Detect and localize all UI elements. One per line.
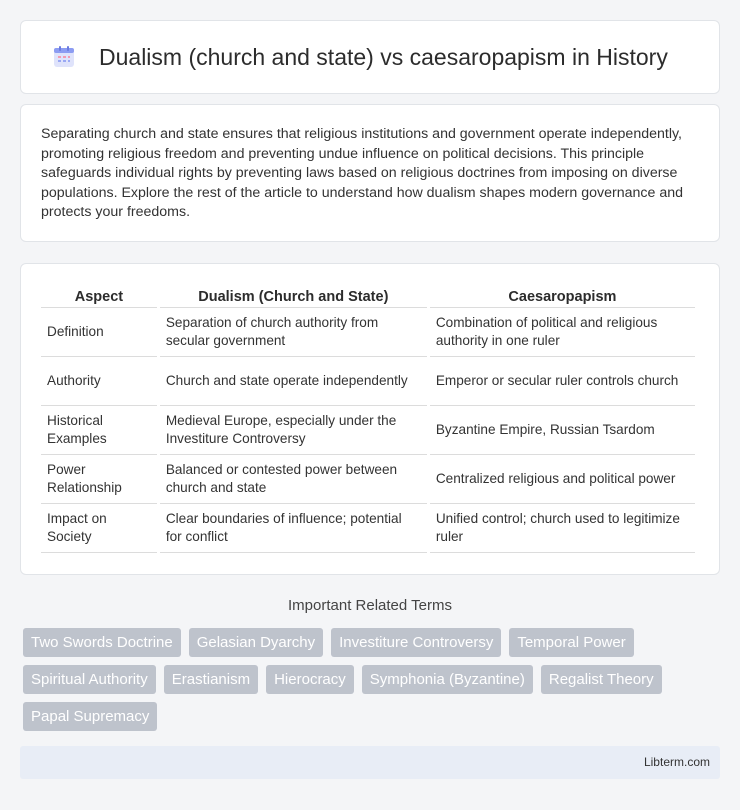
comparison-table [38,284,698,553]
table-header-row [41,284,695,308]
cell-caesaropapism: Centralized religious and political power [430,455,695,504]
related-terms-list [23,628,723,731]
cell-dualism: Church and state operate independently [160,357,427,406]
cell-caesaropapism: Unified control; church used to legitimize ruler [430,504,695,553]
intro-card [20,104,720,242]
footer [20,746,720,779]
related-term-tag[interactable]: Symphonia (Byzantine) [362,665,533,694]
related-term-tag[interactable]: Investiture Controversy [331,628,501,657]
header-dualism: Dualism (Church and State) [160,284,427,308]
comparison-table-card [20,263,720,575]
cell-aspect: Power Relationship [41,455,157,504]
calendar-icon [51,44,77,70]
table-row [41,504,695,553]
cell-caesaropapism: Combination of political and religious authority in one ruler [430,308,695,357]
table-row [41,455,695,504]
related-term-tag[interactable]: Spiritual Authority [23,665,156,694]
related-term-tag[interactable]: Temporal Power [509,628,633,657]
cell-caesaropapism: Byzantine Empire, Russian Tsardom [430,406,695,455]
related-term-tag[interactable]: Gelasian Dyarchy [189,628,323,657]
related-term-tag[interactable]: Two Swords Doctrine [23,628,181,657]
cell-caesaropapism: Emperor or secular ruler controls church [430,357,695,406]
intro-paragraph: Separating church and state ensures that religious institutions and government operate independently, promoting religious freedom and preventing undue influence on political decisions. This principle safeguards individual rights by preventing laws based on religious doctrines from imposing on diverse populations. Explore the rest of the article to understand how dualism shapes modern governance and protects your freedoms. [41,126,683,220]
related-term-tag[interactable]: Hierocracy [266,665,354,694]
cell-aspect: Historical Examples [41,406,157,455]
header-caesaropapism: Caesaropapism [430,284,695,308]
related-terms-heading: Important Related Terms [288,597,452,614]
page-title: Dualism (church and state) vs caesaropapism in History [99,43,668,70]
related-term-tag[interactable]: Papal Supremacy [23,702,157,731]
header-aspect: Aspect [41,284,157,308]
related-term-tag[interactable]: Erastianism [164,665,258,694]
title-card [20,20,720,94]
table-row [41,406,695,455]
cell-dualism: Separation of church authority from secular government [160,308,427,357]
cell-dualism: Balanced or contested power between church and state [160,455,427,504]
table-row [41,308,695,357]
cell-dualism: Medieval Europe, especially under the Investiture Controversy [160,406,427,455]
cell-aspect: Impact on Society [41,504,157,553]
table-row [41,357,695,406]
cell-dualism: Clear boundaries of influence; potential for conflict [160,504,427,553]
cell-aspect: Definition [41,308,157,357]
footer-brand-link[interactable]: Libterm.com [643,755,710,769]
related-term-tag[interactable]: Regalist Theory [541,665,662,694]
cell-aspect: Authority [41,357,157,406]
